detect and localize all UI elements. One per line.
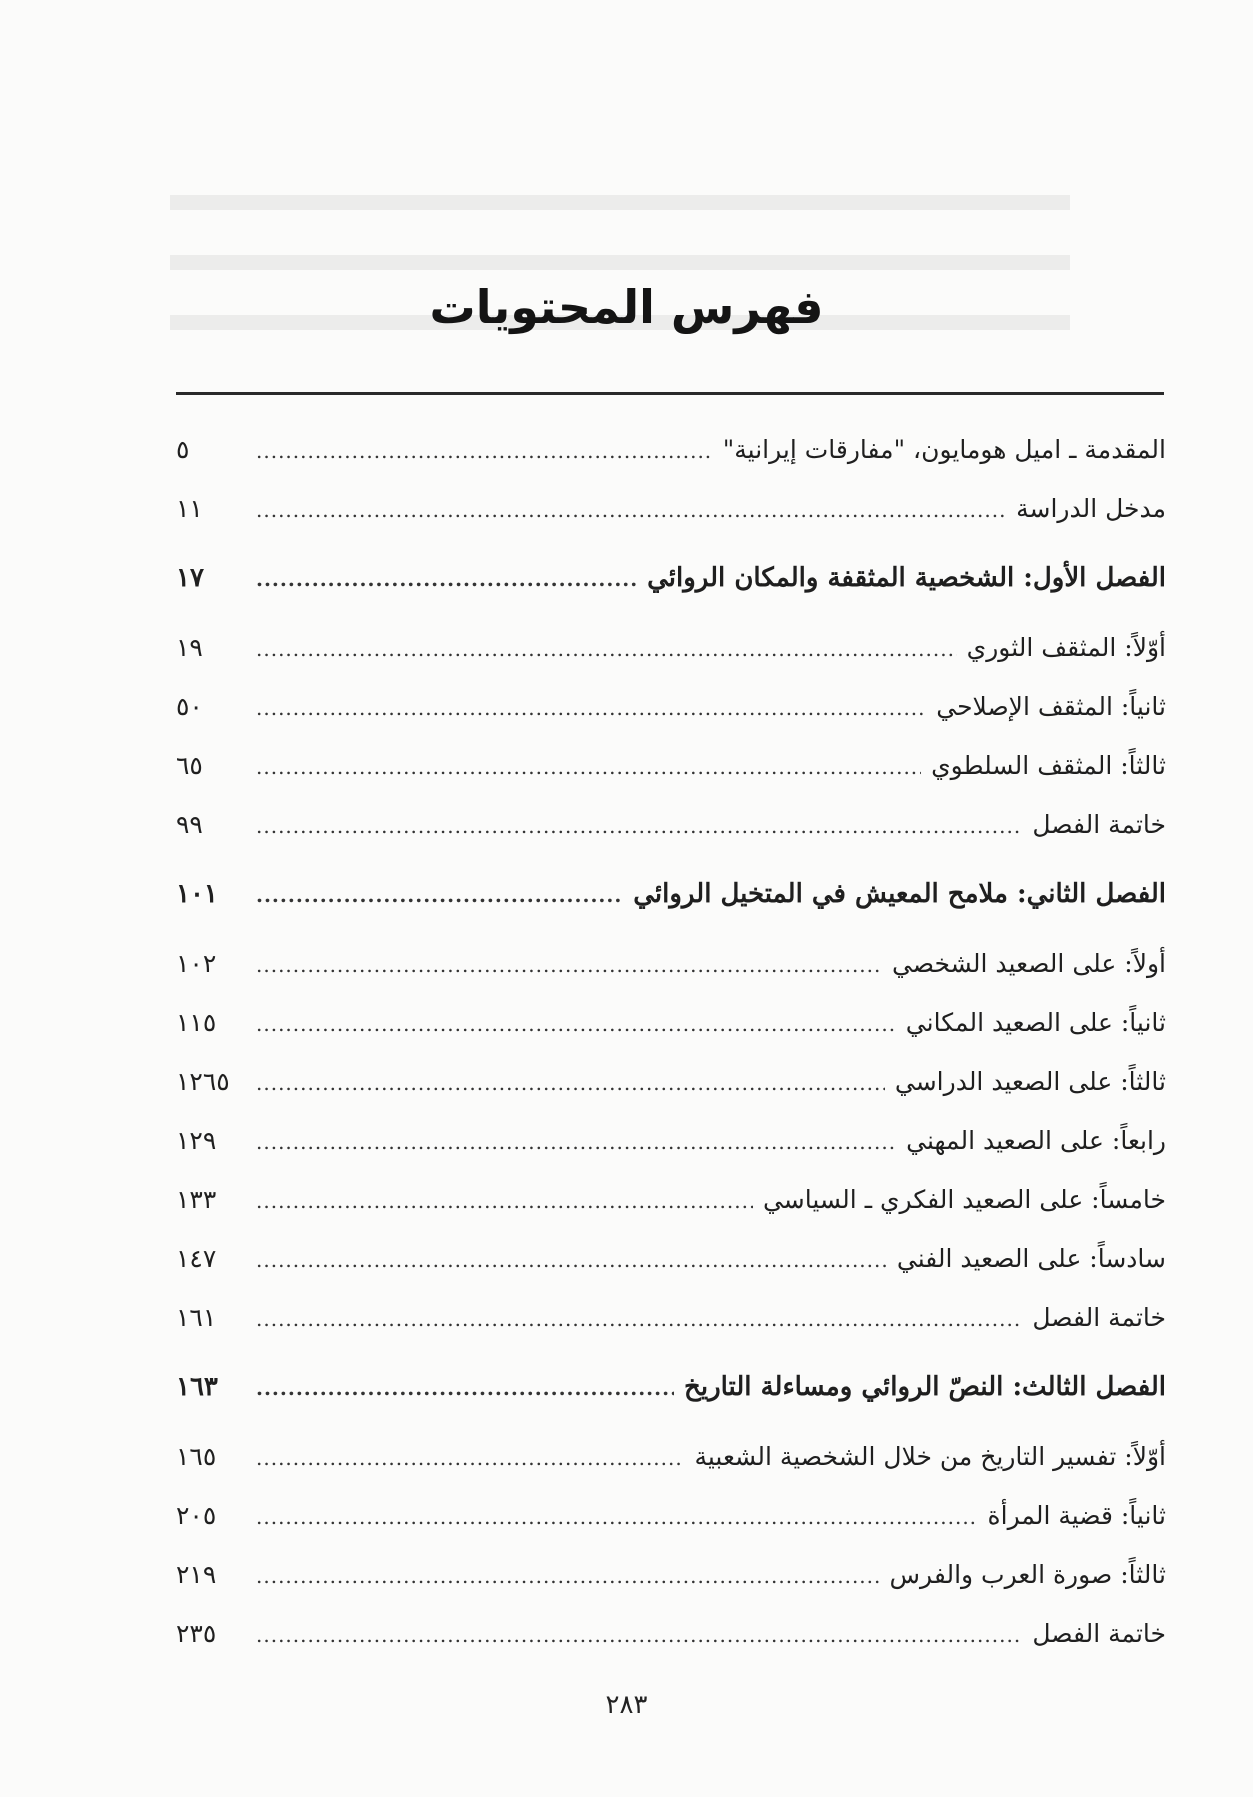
dot-leader	[256, 1290, 1022, 1349]
dot-leader	[256, 1113, 896, 1172]
dot-leader	[256, 1488, 978, 1547]
toc-page: ١٦٥	[176, 1442, 217, 1471]
toc-entry[interactable]	[176, 677, 1166, 736]
dot-leader	[256, 1547, 880, 1606]
toc-label: رابعاً: على الصعيد المهني	[906, 1126, 1166, 1155]
toc-entry[interactable]	[176, 1545, 1166, 1604]
toc-label: خامساً: على الصعيد الفكري ـ السياسي	[762, 1185, 1166, 1214]
toc-entry[interactable]	[176, 736, 1166, 795]
page-number: ٢٨٣	[605, 1690, 648, 1720]
dot-leader	[256, 1429, 684, 1488]
toc-entry[interactable]	[176, 1288, 1166, 1347]
table-of-contents	[176, 420, 1166, 1663]
toc-page: ١٢٦٥	[176, 1067, 230, 1096]
toc-label: ثانياً: قضية المرأة	[987, 1501, 1166, 1530]
toc-page: ٢٣٥	[176, 1619, 217, 1648]
dot-leader	[256, 855, 623, 935]
toc-entry[interactable]	[176, 1427, 1166, 1486]
toc-page: ١٦٣	[176, 1372, 218, 1402]
toc-page: ١٤٧	[176, 1244, 217, 1273]
dot-leader	[256, 539, 637, 619]
toc-label: الفصل الأول: الشخصية المثقفة والمكان الروائي	[647, 563, 1166, 593]
dot-leader	[256, 738, 921, 797]
dot-leader	[256, 936, 882, 995]
dot-leader	[256, 1231, 887, 1290]
toc-page: ١٦١	[176, 1303, 217, 1332]
toc-page: ١٩	[176, 633, 203, 662]
toc-entry[interactable]	[176, 795, 1166, 854]
toc-entry[interactable]	[176, 1229, 1166, 1288]
toc-entry[interactable]	[176, 479, 1166, 538]
toc-page: ١٠١	[176, 879, 218, 909]
toc-label: خاتمة الفصل	[1032, 1619, 1166, 1648]
page-title: فهرس المحتويات	[429, 280, 824, 334]
dot-leader	[256, 1172, 753, 1231]
dot-leader	[256, 620, 957, 679]
toc-entry[interactable]	[176, 618, 1166, 677]
toc-page: ٢١٩	[176, 1560, 217, 1589]
title-divider	[176, 392, 1164, 395]
toc-label: سادساً: على الصعيد الفني	[896, 1244, 1166, 1273]
toc-entry[interactable]	[176, 1111, 1166, 1170]
toc-label: ثالثاً: المثقف السلطوي	[931, 751, 1166, 780]
toc-label: ثانياً: المثقف الإصلاحي	[936, 692, 1166, 721]
toc-page: ١٣٣	[176, 1185, 217, 1214]
toc-page: ٢٠٥	[176, 1501, 217, 1530]
toc-entry[interactable]	[176, 1170, 1166, 1229]
toc-chapter[interactable]	[176, 538, 1166, 618]
dot-leader	[256, 1606, 1022, 1665]
toc-label: الفصل الثاني: ملامح المعيش في المتخيل الروائي	[633, 879, 1166, 909]
toc-label: خاتمة الفصل	[1032, 1303, 1166, 1332]
toc-label: الفصل الثالث: النصّ الروائي ومساءلة التاريخ	[684, 1372, 1166, 1402]
toc-chapter[interactable]	[176, 1347, 1166, 1427]
toc-label: أوّلاً: تفسير التاريخ من خلال الشخصية الشعبية	[694, 1442, 1166, 1471]
toc-label: أولاً: على الصعيد الشخصي	[891, 949, 1166, 978]
dot-leader	[256, 797, 1022, 856]
toc-page: ١١٥	[176, 1008, 217, 1037]
toc-label: ثالثاً: صورة العرب والفرس	[889, 1560, 1166, 1589]
toc-label: ثانياً: على الصعيد المكاني	[905, 1008, 1166, 1037]
toc-label: ثالثاً: على الصعيد الدراسي	[894, 1067, 1166, 1096]
toc-entry[interactable]	[176, 1052, 1166, 1111]
dot-leader	[256, 1348, 674, 1428]
toc-page: ١١	[176, 494, 203, 523]
toc-page: ٥٠	[176, 692, 203, 721]
toc-page: ٦٥	[176, 751, 203, 780]
toc-page: ٥	[176, 435, 190, 464]
toc-entry[interactable]	[176, 993, 1166, 1052]
toc-page: ٩٩	[176, 810, 203, 839]
toc-label: مدخل الدراسة	[1016, 494, 1166, 523]
dot-leader	[256, 481, 1006, 540]
dot-leader	[256, 422, 713, 481]
toc-page: ١٧	[176, 563, 204, 593]
toc-label: أوّلاً: المثقف الثوري	[966, 633, 1166, 662]
toc-entry[interactable]	[176, 420, 1166, 479]
toc-label: خاتمة الفصل	[1032, 810, 1166, 839]
dot-leader	[256, 995, 896, 1054]
dot-leader	[256, 1054, 885, 1113]
toc-entry[interactable]	[176, 1604, 1166, 1663]
toc-label: المقدمة ـ اميل هومايون، "مفارقات إيرانية"	[722, 435, 1166, 464]
toc-page: ١٢٩	[176, 1126, 217, 1155]
toc-page: ١٠٢	[176, 949, 217, 978]
toc-entry[interactable]	[176, 1486, 1166, 1545]
dot-leader	[256, 679, 926, 738]
toc-entry[interactable]	[176, 934, 1166, 993]
toc-chapter[interactable]	[176, 854, 1166, 934]
